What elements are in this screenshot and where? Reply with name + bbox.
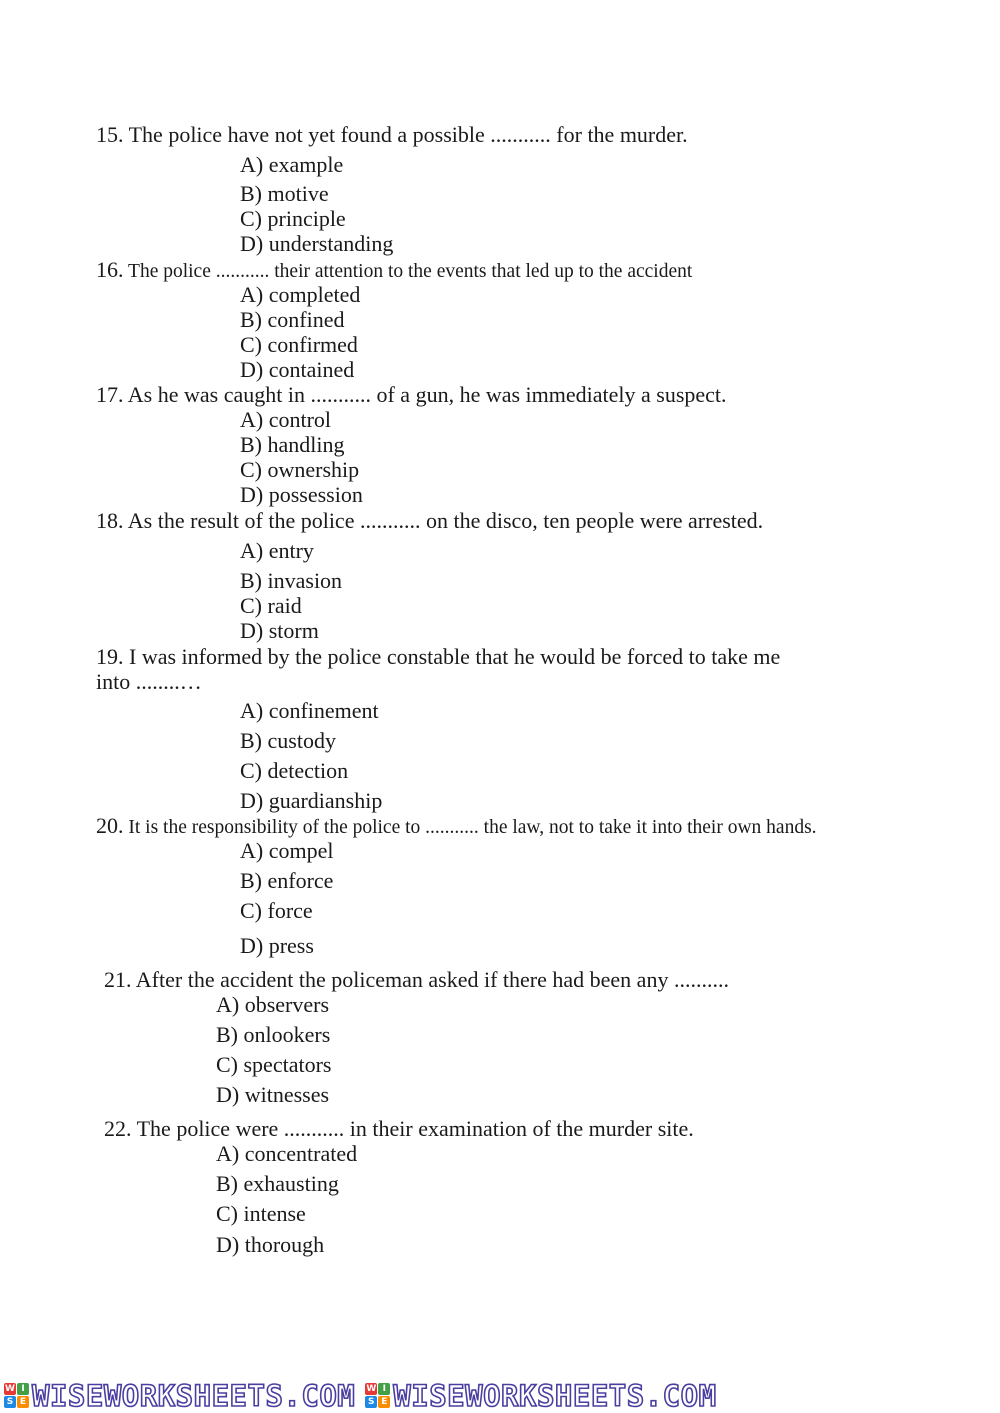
brand-name: WISEWORKSHEETS.COM (393, 1378, 717, 1413)
option-20-b[interactable]: B) enforce (240, 868, 334, 893)
option-21-c[interactable]: C) spectators (216, 1052, 332, 1077)
logo-letter: I (17, 1383, 29, 1395)
option-16-d[interactable]: D) contained (240, 357, 355, 382)
option-17-c[interactable]: C) ownership (240, 457, 360, 482)
option-19-d[interactable]: D) guardianship (240, 788, 383, 813)
logo-letter: W (5, 1383, 15, 1394)
option-16-c[interactable]: C) confirmed (240, 332, 358, 357)
option-18-c[interactable]: C) raid (240, 593, 302, 618)
option-19-a[interactable]: A) confinement (240, 698, 379, 723)
option-18-d[interactable]: D) storm (240, 618, 319, 643)
option-18-a[interactable]: A) entry (240, 538, 314, 563)
option-15-b[interactable]: B) motive (240, 181, 329, 206)
question-number: 15. (96, 122, 124, 147)
option-22-b[interactable]: B) exhausting (216, 1171, 339, 1196)
option-15-c[interactable]: C) principle (240, 206, 346, 231)
question-21 (104, 969, 729, 991)
option-15-a[interactable]: A) example (240, 152, 344, 177)
option-22-c[interactable]: C) intense (216, 1201, 306, 1226)
option-15-d[interactable]: D) understanding (240, 231, 394, 256)
question-16 (96, 259, 692, 282)
option-18-b[interactable]: B) invasion (240, 568, 343, 593)
brand-name: WISEWORKSHEETS.COM (32, 1378, 356, 1413)
question-stem: The police ........... their attention to the events that led up to the accident (128, 261, 693, 282)
question-20 (96, 815, 817, 838)
question-number: 22. (104, 1116, 132, 1141)
question-number: 21. (104, 967, 132, 992)
logo-letter: E (378, 1396, 390, 1408)
option-20-d[interactable]: D) press (240, 933, 314, 958)
option-19-b[interactable]: B) custody (240, 728, 336, 753)
question-17 (96, 384, 727, 406)
question-stem: The police have not yet found a possible ........... for the murder. (128, 122, 688, 147)
brand-block (365, 1379, 716, 1413)
question-19 (96, 646, 780, 668)
option-17-b[interactable]: B) handling (240, 432, 345, 457)
logo-letter: S (365, 1396, 377, 1408)
brand-logo-icon (4, 1383, 29, 1408)
logo-letter: E (17, 1396, 29, 1408)
option-21-a[interactable]: A) observers (216, 992, 330, 1017)
brand-block (4, 1379, 355, 1413)
brand-logo-icon (365, 1383, 390, 1408)
logo-letter: S (4, 1396, 16, 1408)
question-stem: I was informed by the police constable that he would be forced to take me (129, 644, 781, 669)
question-stem: After the accident the policeman asked if there had been any .......... (135, 967, 729, 992)
question-number: 16. (96, 257, 124, 282)
option-22-a[interactable]: A) concentrated (216, 1141, 358, 1166)
question-stem: As the result of the police ........... on the disco, ten people were arrested. (127, 508, 764, 533)
logo-letter: I (378, 1383, 390, 1395)
question-number: 20. (96, 813, 124, 838)
question-stem: The police were ........... in their examination of the murder site. (136, 1116, 694, 1141)
question-stem: As he was caught in ........... of a gun, he was immediately a suspect. (127, 382, 727, 407)
option-17-d[interactable]: D) possession (240, 482, 363, 507)
question-number: 17. (96, 382, 124, 407)
option-20-c[interactable]: C) force (240, 898, 313, 923)
option-16-a[interactable]: A) completed (240, 282, 361, 307)
question-22 (104, 1118, 694, 1140)
question-18 (96, 510, 763, 532)
footer-watermark (0, 1378, 1000, 1413)
option-20-a[interactable]: A) compel (240, 838, 334, 863)
question-19-continuation: into ........… (96, 669, 202, 694)
question-15 (96, 124, 688, 146)
question-stem: It is the responsibility of the police to ........... the law, not to take it into their own hands. (128, 817, 817, 838)
option-17-a[interactable]: A) control (240, 407, 332, 432)
logo-letter: W (366, 1383, 377, 1394)
option-16-b[interactable]: B) confined (240, 307, 345, 332)
option-21-d[interactable]: D) witnesses (216, 1082, 330, 1107)
option-19-c[interactable]: C) detection (240, 758, 349, 783)
question-number: 19. (96, 644, 124, 669)
option-21-b[interactable]: B) onlookers (216, 1022, 331, 1047)
option-22-d[interactable]: D) thorough (216, 1232, 325, 1257)
question-number: 18. (96, 508, 124, 533)
